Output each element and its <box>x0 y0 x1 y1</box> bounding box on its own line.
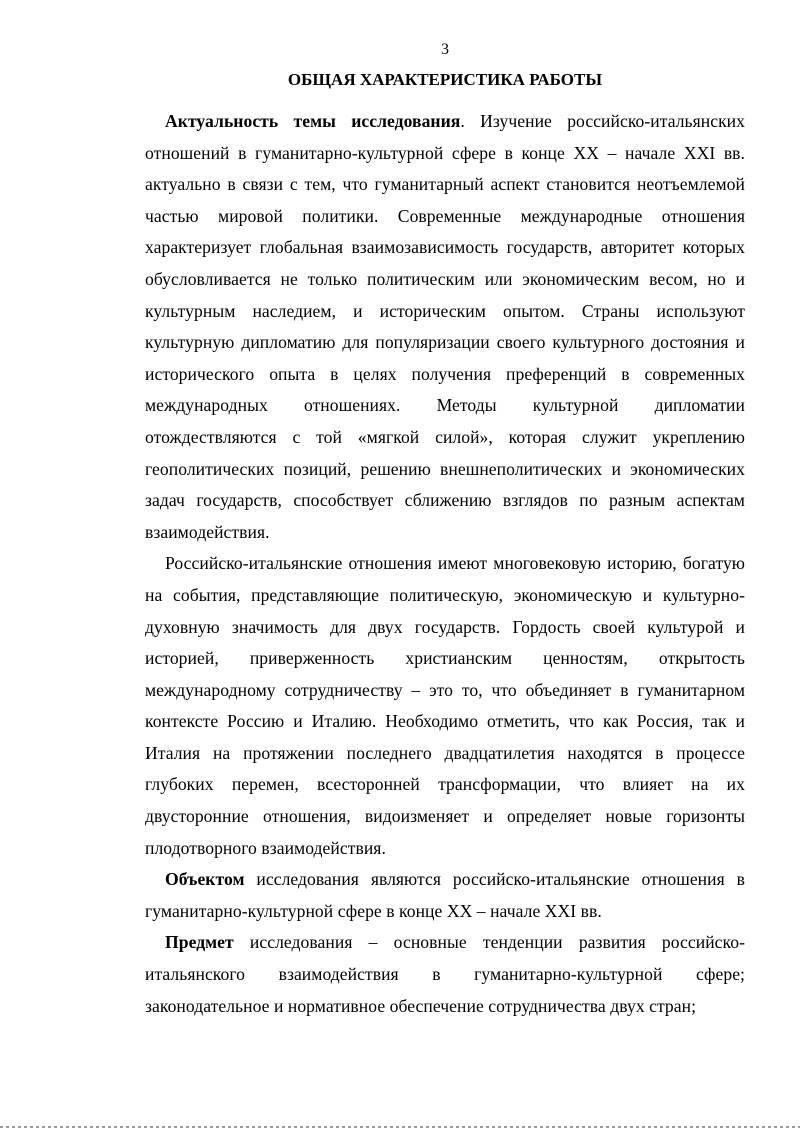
paragraph-object <box>145 864 745 927</box>
document-page <box>145 40 745 1022</box>
section-heading: ОБЩАЯ ХАРАКТЕРИСТИКА РАБОТЫ <box>287 70 603 89</box>
paragraph-subject <box>145 927 745 1022</box>
page-number: 3 <box>441 41 449 58</box>
scan-edge-divider <box>0 1126 800 1128</box>
paragraph-text: Российско-итальянские отношения имеют многовековую историю, богатую на события, представляющие политическую, экономическую и культурно-духовную значимость для двух государств. Гордость своей культурой и историей, приверженность христианским ценностям, открытость международному сотрудничеству – это то, что объединяет в гуманитарном контексте Россию и Италию. Необходимо отметить, что как Россия, так и Италия на протяжении последнего двадцатилетия находятся в процессе глубоких перемен, всесторонней трансформации, что влияет на их двусторонние отношения, видоизменяет и определяет новые горизонты плодотворного взаимодействия. <box>145 553 745 858</box>
paragraph-lead: Объектом <box>165 869 245 890</box>
paragraph-text: исследования – основные тенденции развития российско-итальянского взаимодействия в гуманитарно-культурной сфере; законодательное и нормативное обеспечение сотрудничества двух стран; <box>145 932 745 1016</box>
paragraph-relevance <box>145 106 745 548</box>
paragraph-text: . Изучение российско-итальянских отношений в гуманитарно-культурной сфере в конце XX – начале XXI вв. актуально в связи с тем, что гуманитарный аспект становится неотъемлемой частью мировой политики. Современные международные отношения характеризует глобальная взаимозависимость государств, авторитет которых обусловливается не только политическим или экономическим весом, но и культурным наследием, и историческим опытом. Страны используют культурную дипломатию для популяризации своего культурного достояния и исторического опыта в целях получения преференций в современных международных отношениях. Методы культурной дипломатии отождествляются с той «мягкой силой», которая служит укреплению геополитических позиций, решению внешнеполитических и экономических задач государств, способствует сближению взглядов по разным аспектам взаимодействия. <box>145 111 745 542</box>
paragraph-lead: Актуальность темы исследования <box>165 111 461 131</box>
paragraph-lead: Предмет <box>165 932 234 953</box>
paragraph-history <box>145 548 745 864</box>
paragraph-text: исследования являются российско-итальянские отношения в гуманитарно-культурной сфере в конце XX – начале XXI вв. <box>145 869 745 921</box>
